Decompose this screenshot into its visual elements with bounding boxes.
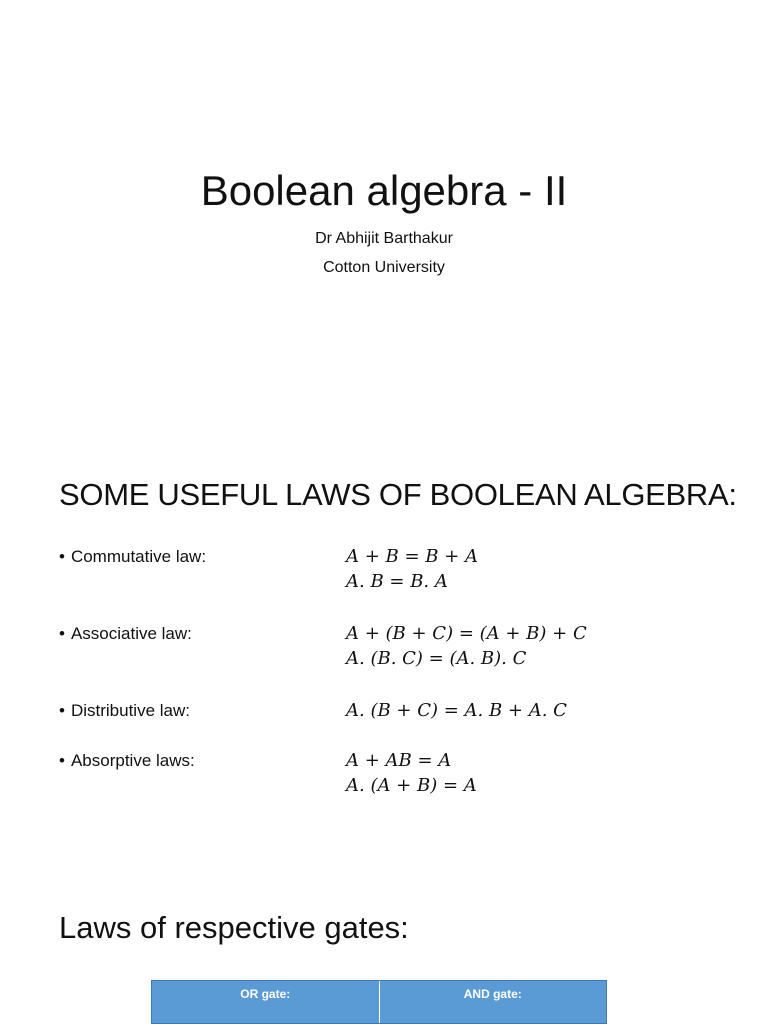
author-name: Dr Abhijit Barthakur [315,230,453,247]
law-formula: A + B = B + A [346,546,479,567]
bullet-icon: • [59,624,65,643]
table-header-or-gate: OR gate: [240,987,291,1001]
law-label-text: Absorptive laws: [70,751,195,770]
gates-heading: Laws of respective gates: [59,910,409,945]
law-formula: A + (B + C) = (A + B) + C [346,623,587,644]
law-formula: A + AB = A [346,750,452,771]
law-label [59,748,195,773]
law-label-text: Distributive law: [70,701,190,720]
law-label [59,544,206,569]
law-formulas [346,621,587,671]
gates-table-header [151,980,607,1024]
law-formula: A. (B + C) = A. B + A. C [346,700,567,721]
institution-name: Cotton University [323,259,445,276]
table-header-and-gate: AND gate: [379,981,607,1023]
bullet-icon: • [59,547,65,566]
law-label [59,621,192,646]
law-label-text: Associative law: [70,624,192,643]
slide-title: Boolean algebra - II [200,167,568,214]
law-formulas [346,748,477,798]
law-formula: A. (B. C) = (A. B). C [346,648,527,669]
law-label-text: Commutative law: [70,547,207,566]
bullet-icon: • [59,751,65,770]
law-formulas [346,544,478,594]
law-formula: A. B = B. A [346,571,448,592]
law-label [59,698,190,723]
laws-heading: SOME USEFUL LAWS OF BOOLEAN ALGEBRA: [59,477,737,512]
law-formulas [346,698,567,723]
bullet-icon: • [59,701,65,720]
law-formula: A. (A + B) = A [346,775,477,796]
